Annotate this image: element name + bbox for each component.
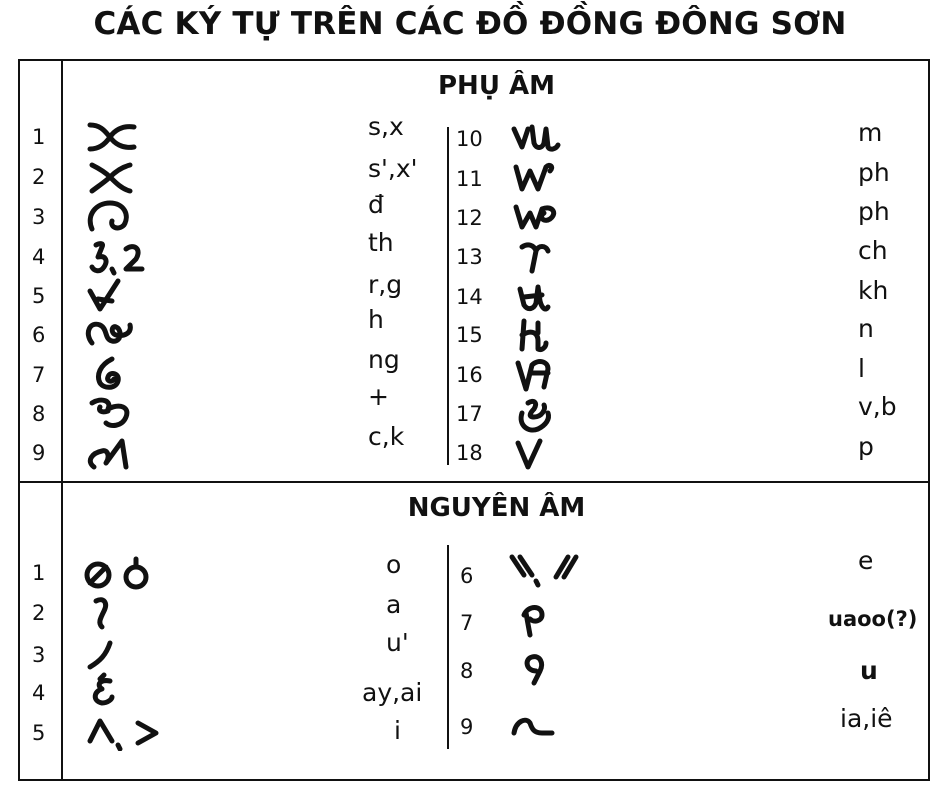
consonant-number: 15 <box>456 323 483 347</box>
vowel-sound: u <box>860 656 878 685</box>
vowels-heading: NGUYÊN ÂM <box>407 493 586 523</box>
vowel-number: 6 <box>460 564 474 588</box>
wave-glyph-icon <box>508 705 568 745</box>
consonant-number: 5 <box>32 284 46 308</box>
w-glyph-icon <box>508 159 568 195</box>
six-spiral-icon <box>82 353 142 393</box>
consonant-sound: n <box>858 314 874 343</box>
consonant-sound: ph <box>858 197 890 226</box>
e-curl-glyph-icon <box>508 395 568 435</box>
consonant-sound: p <box>858 432 874 461</box>
number-column-divider <box>61 61 63 779</box>
vowel-sound: e <box>858 546 874 575</box>
consonant-number: 4 <box>32 245 46 269</box>
consonant-number: 11 <box>456 167 483 191</box>
consonant-sound: m <box>858 118 883 147</box>
vowel-number: 4 <box>32 681 46 705</box>
v-loop-glyph-icon <box>508 355 568 395</box>
consonant-sound: ch <box>858 236 888 265</box>
consonant-column-divider <box>447 127 449 465</box>
consonant-sound: l <box>858 354 865 383</box>
consonant-sound: v,b <box>858 392 897 421</box>
consonant-number: 16 <box>456 363 483 387</box>
consonant-sound: s',x' <box>368 154 418 183</box>
vowel-number: 7 <box>460 611 474 635</box>
hook-icon <box>82 593 142 633</box>
consonant-number: 14 <box>456 285 483 309</box>
consonant-sound: c,k <box>368 422 405 451</box>
consonant-sound: r,g <box>368 270 403 299</box>
consonant-sound: ng <box>368 345 400 374</box>
r-glyph-icon <box>508 237 568 277</box>
v-glyph-icon <box>508 435 568 471</box>
circles-icon <box>82 555 162 591</box>
vowel-number: 8 <box>460 659 474 683</box>
consonant-number: 17 <box>456 402 483 426</box>
h-glyph-icon <box>508 315 568 355</box>
slash-curve-icon <box>82 633 142 673</box>
consonant-sound: đ <box>368 190 384 219</box>
vowel-number: 3 <box>32 643 46 667</box>
nine-glyph-icon <box>508 649 568 689</box>
x-loop-icon <box>82 119 142 155</box>
consonant-number: 10 <box>456 127 483 151</box>
b-two-icon <box>82 237 152 277</box>
vowel-number: 5 <box>32 721 46 745</box>
three-loop-icon <box>82 393 142 433</box>
consonant-sound: s,x <box>368 112 404 141</box>
x-curve-icon <box>82 159 142 195</box>
section-divider <box>20 481 928 483</box>
loop-stroke-icon <box>82 433 142 473</box>
vu-glyph-icon <box>508 119 568 155</box>
consonant-number: 1 <box>32 125 46 149</box>
consonant-number: 9 <box>32 441 46 465</box>
vowel-sound: o <box>386 550 402 579</box>
consonant-number: 6 <box>32 323 46 347</box>
vowel-number: 1 <box>32 561 46 585</box>
consonant-number: 3 <box>32 205 46 229</box>
consonant-number: 7 <box>32 363 46 387</box>
vowel-column-divider <box>447 545 449 749</box>
vowel-sound: uaoo(?) <box>828 607 918 631</box>
character-table <box>18 59 930 781</box>
epsilon-icon <box>82 669 142 709</box>
consonant-sound: th <box>368 228 394 257</box>
consonant-number: 12 <box>456 206 483 230</box>
consonant-number: 13 <box>456 245 483 269</box>
vowel-number: 2 <box>32 601 46 625</box>
w-loop-glyph-icon <box>508 199 568 235</box>
vowel-sound: a <box>386 590 402 619</box>
double-slash-icon <box>508 551 588 591</box>
u-tail-glyph-icon <box>508 277 568 317</box>
check-cross-icon <box>82 275 142 315</box>
page-title: CÁC KÝ TỰ TRÊN CÁC ĐỒ ĐỒNG ĐÔNG SƠN <box>93 6 847 42</box>
consonant-number: 8 <box>32 402 46 426</box>
vowel-sound: ay,ai <box>362 678 423 707</box>
vowel-number: 9 <box>460 715 474 739</box>
double-s-icon <box>82 315 142 351</box>
consonant-number: 2 <box>32 165 46 189</box>
consonant-sound: h <box>368 305 384 334</box>
consonant-number: 18 <box>456 441 483 465</box>
consonant-sound: kh <box>858 276 889 305</box>
spiral-hook-icon <box>82 197 142 237</box>
p-hook-icon <box>508 601 568 641</box>
vowel-sound: u' <box>386 628 409 657</box>
consonant-sound: + <box>368 382 389 411</box>
caret-icon <box>82 711 172 751</box>
consonant-sound: ph <box>858 158 890 187</box>
consonants-heading: PHỤ ÂM <box>438 71 555 101</box>
vowel-sound: ia,iê <box>840 704 893 733</box>
vowel-sound: i <box>394 716 401 745</box>
